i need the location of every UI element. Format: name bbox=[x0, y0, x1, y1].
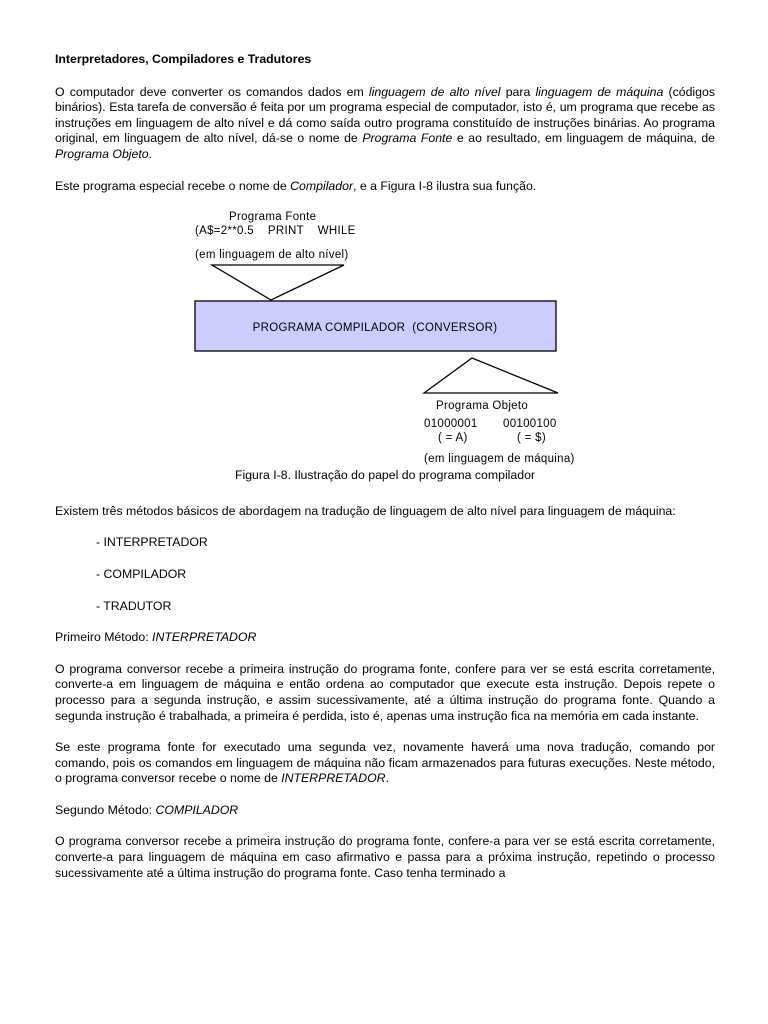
object-equals-1: ( = A) bbox=[438, 432, 468, 445]
object-language-label: (em linguagem de máquina) bbox=[424, 453, 575, 466]
intro-text-2: para bbox=[500, 84, 536, 99]
object-binary-2: 00100100 bbox=[503, 418, 557, 431]
second-method-paragraph-1: O programa conversor recebe a primeira instrução do programa fonte, confere-a para ver se está escrita corretamente, converte-a para linguagem de máquina em caso afirmativo e passa para a próxima instrução, repetindo o processo sucessivamente até a última instrução do programa fonte. Caso tenha terminado a bbox=[55, 834, 715, 880]
first-p2-text: Se este programa fonte for executado uma segunda vez, novamente haverá uma nova tradução, comando por comando, pois os comandos em linguagem de máquina não ficam armazenados para futuras execuções. Neste método, o programa conversor recebe o nome de bbox=[55, 740, 715, 786]
method-item-interpretador: - INTERPRETADOR bbox=[96, 535, 208, 550]
source-code-label: (A$=2**0.5 PRINT WHILE bbox=[195, 225, 356, 238]
document-title: Interpretadores, Compiladores e Tradutores bbox=[55, 52, 312, 66]
compiler-text-1: Este programa especial recebe o nome de bbox=[55, 178, 291, 193]
figure-caption: Figura I-8. Ilustração do papel do programa compilador bbox=[234, 468, 536, 483]
object-title-label: Programa Objeto bbox=[436, 400, 529, 413]
input-arrow-triangle bbox=[212, 265, 344, 300]
method-item-tradutor: - TRADUTOR bbox=[96, 598, 172, 613]
second-method-heading bbox=[55, 803, 715, 819]
compiler-box-label: PROGRAMA COMPILADOR (CONVERSOR) bbox=[252, 322, 498, 335]
first-method-heading bbox=[55, 630, 715, 646]
first-method-paragraph-1: O programa conversor recebe a primeira instrução do programa fonte, confere para ver se está escrita corretamente, converte-a em linguagem de máquina e então ordena ao computador que execute esta instrução. Depois repete o processo para a segunda instrução, e assim sucessivamente, até a última instrução do programa fonte. Quando a segunda instrução é trabalhada, a primeira é perdida, isto é, apenas uma instrução fica na memória em cada instante. bbox=[55, 661, 715, 723]
first-p2-emphasis: INTERPRETADOR bbox=[281, 771, 386, 786]
compiler-emphasis: Compilador bbox=[290, 178, 354, 193]
first-method-label: Primeiro Método: bbox=[55, 630, 153, 645]
intro-text-1: O computador deve converter os comandos dados em bbox=[55, 84, 369, 99]
compiler-paragraph bbox=[55, 179, 715, 195]
compiler-diagram bbox=[55, 208, 715, 468]
intro-emphasis-2: linguagem de máquina bbox=[535, 84, 664, 99]
intro-text-3: (códigos binários). Esta tarefa de conversão é feita por um programa especial de computador, isto é, um programa que recebe as instruções em linguagem de alto nível e dá como saída outro programa constituído de instruções binárias. Ao programa original, em linguagem de alto nível, dá-se o nome de bbox=[55, 84, 715, 146]
object-binary-1: 01000001 bbox=[424, 418, 478, 431]
compiler-text-2: , e a Figura I-8 ilustra sua função. bbox=[353, 178, 537, 193]
intro-text-5: . bbox=[148, 146, 153, 161]
intro-emphasis-3: Programa Fonte bbox=[362, 131, 453, 146]
intro-emphasis-4: Programa Objeto bbox=[55, 146, 149, 161]
methods-intro-paragraph: Existem três métodos básicos de abordagem na tradução de linguagem de alto nível para linguagem de máquina: bbox=[55, 503, 676, 518]
intro-text-4: e ao resultado, em linguagem de máquina, de bbox=[452, 131, 716, 146]
document-page bbox=[55, 52, 715, 897]
second-method-label: Segundo Método: bbox=[55, 802, 156, 817]
intro-paragraph bbox=[55, 85, 715, 163]
first-p2-end: . bbox=[385, 771, 389, 786]
compiler-figure bbox=[55, 208, 715, 468]
intro-emphasis-1: linguagem de alto nível bbox=[368, 84, 501, 99]
method-item-compilador: - COMPILADOR bbox=[96, 566, 187, 581]
source-language-label: (em linguagem de alto nível) bbox=[195, 249, 349, 262]
first-method-paragraph-2 bbox=[55, 740, 715, 787]
object-equals-2: ( = $) bbox=[517, 432, 546, 445]
first-method-name: INTERPRETADOR bbox=[152, 630, 257, 645]
output-arrow-triangle bbox=[424, 358, 558, 393]
source-title-label: Programa Fonte bbox=[229, 211, 317, 224]
second-method-name: COMPILADOR bbox=[155, 802, 239, 817]
